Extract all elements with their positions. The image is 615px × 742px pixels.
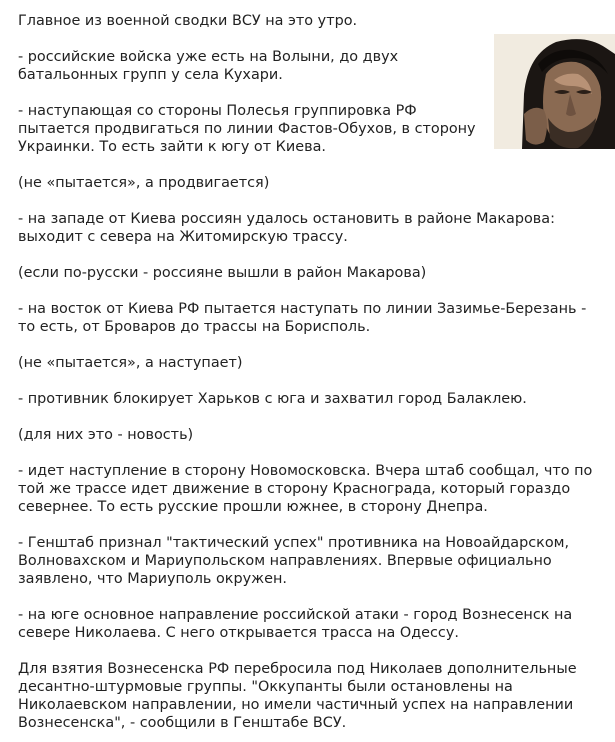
author-portrait-icon <box>494 34 615 149</box>
paragraph-voznesensk: - на юге основное направление российской атаки - город Вознесенск на севере Николаева. С него открывается трасса на Одессу. <box>18 607 573 641</box>
paragraph-genshtab: - Генштаб признал "тактический успех" противника на Новоайдарском, Волновахском и Мариупольском направлениях. Впервые официально заявлено, что Мариуполь окружен. <box>18 535 570 587</box>
portrait-image <box>494 34 615 149</box>
paragraph-comment: (для них это - новость) <box>18 427 194 443</box>
paragraph-brovary: - на восток от Киева РФ пытается наступать по линии Зазимье-Березань - то есть, от Броваров до трассы на Борисполь. <box>18 301 587 335</box>
paragraph-volyn: - российские войска уже есть на Волыни, до двух батальонных групп у села Кухари. <box>18 49 399 83</box>
paragraph-intro: Главное из военной сводки ВСУ на это утро. <box>18 13 358 29</box>
paragraph-voznesensk-assault: Для взятия Вознесенска РФ перебросила под Николаев дополнительные десантно-штурмовые группы. "Оккупанты были остановлены на Николаевском направлении, но имели частичный успех на направлении Вознесенска", - сообщили в Генштабе ВСУ. <box>18 661 577 731</box>
paragraph-comment: (если по-русски - россияне вышли в район Макарова) <box>18 265 427 281</box>
paragraph-polesie: - наступающая со стороны Полесья группировка РФ пытается продвигаться по линии Фастов-Обухов, в сторону Украинки. То есть зайти к югу от Киева. <box>18 103 476 155</box>
paragraph-novomoskovsk: - идет наступление в сторону Новомосковска. Вчера штаб сообщал, что по той же трассе идет движение в сторону Краснограда, который гораздо севернее. То есть русские прошли южнее, в сторону Днепра. <box>18 463 593 515</box>
paragraph-comment: (не «пытается», а наступает) <box>18 355 243 371</box>
paragraph-comment: (не «пытается», а продвигается) <box>18 175 270 191</box>
paragraph-kharkiv: - противник блокирует Харьков с юга и захватил город Балаклею. <box>18 391 527 407</box>
paragraph-makarov: - на западе от Киева россиян удалось остановить в районе Макарова: выходит с севера на Житомирскую трассу. <box>18 211 555 245</box>
